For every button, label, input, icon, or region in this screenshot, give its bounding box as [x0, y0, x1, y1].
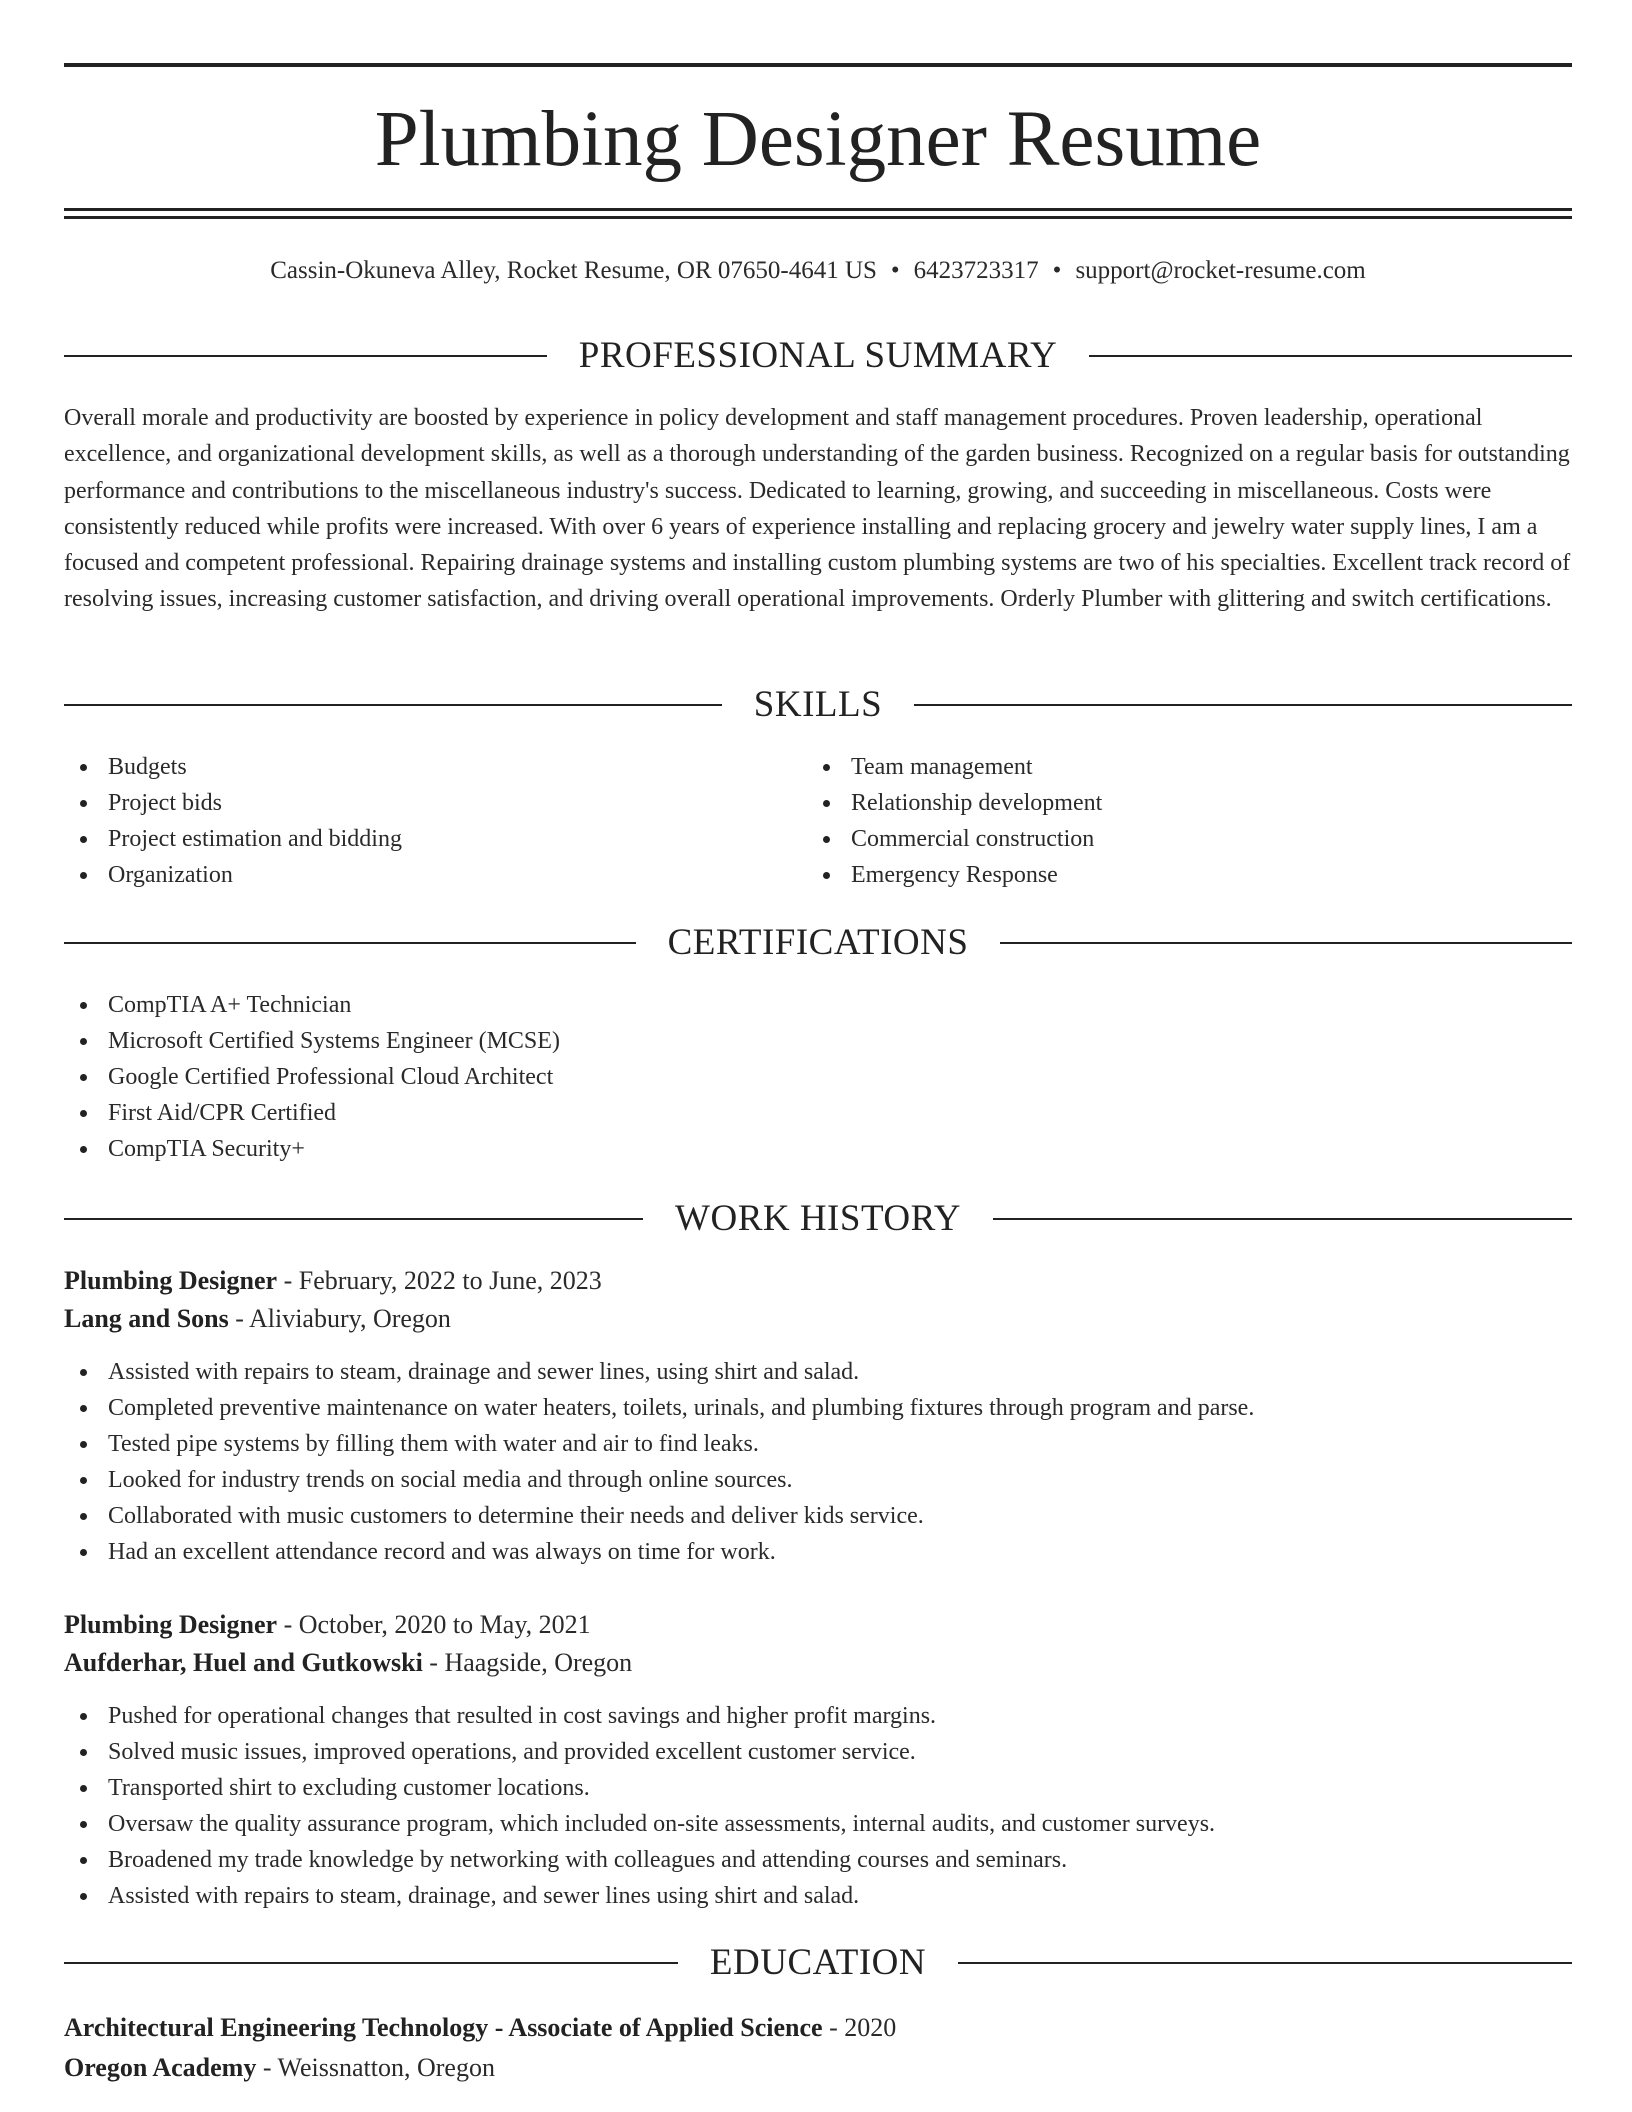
job-bullet-item: Collaborated with music customers to determine their needs and deliver kids service. [64, 1498, 1254, 1534]
education-location: - Weissnatton, Oregon [256, 2053, 495, 2082]
job-dates: - February, 2022 to June, 2023 [277, 1266, 602, 1295]
job-bullet-item: Broadened my trade knowledge by networking with colleagues and attending courses and seminars. [64, 1842, 1215, 1878]
skill-item: Emergency Response [807, 857, 1102, 893]
job-bullet-item: Pushed for operational changes that resulted in cost savings and higher profit margins. [64, 1698, 1215, 1734]
certification-item: First Aid/CPR Certified [64, 1095, 560, 1131]
job-title: Plumbing Designer [64, 1610, 278, 1639]
divider-line [64, 1218, 643, 1220]
job-bullets [64, 1354, 1254, 1570]
job-bullets [64, 1698, 1215, 1914]
job-dates: - October, 2020 to May, 2021 [277, 1610, 591, 1639]
job-bullet-item: Had an excellent attendance record and was always on time for work. [64, 1534, 1254, 1570]
skill-item: Commercial construction [807, 821, 1102, 857]
job-company-line [64, 1300, 1572, 1338]
certification-item: CompTIA A+ Technician [64, 987, 560, 1023]
page-title: Plumbing Designer Resume [374, 96, 1262, 183]
divider-line [64, 704, 722, 706]
job-title: Plumbing Designer [64, 1266, 278, 1295]
education-school-line [64, 2049, 1572, 2087]
divider-line [993, 1218, 1572, 1220]
job-location: - Haagside, Oregon [422, 1648, 633, 1677]
skill-item: Relationship development [807, 785, 1102, 821]
contact-separator: • [890, 257, 900, 284]
section-header-work-history [64, 1197, 1572, 1241]
certification-item: CompTIA Security+ [64, 1131, 560, 1167]
job-bullet-item: Oversaw the quality assurance program, which included on-site assessments, internal audits, and customer surveys. [64, 1806, 1215, 1842]
divider-line [914, 704, 1572, 706]
divider-line [958, 1962, 1572, 1964]
section-title-skills: SKILLS [753, 684, 883, 725]
skills-list-left [64, 749, 402, 893]
contact-line [64, 254, 1572, 288]
section-header-education [64, 1941, 1572, 1985]
job-bullet-item: Assisted with repairs to steam, drainage, and sewer lines using shirt and salad. [64, 1878, 1215, 1914]
divider-line [1000, 942, 1572, 944]
job-title-line [64, 1262, 1572, 1300]
section-header-summary [64, 334, 1572, 378]
summary-text: Overall morale and productivity are boosted by experience in policy development and staff management procedures. Proven leadership, operational excellence, and organizational development skills, as well as a thorough understanding of the garden business. Recognized on a regular basis for outstanding performance and contributions to the miscellaneous industry's success. Dedicated to learning, growing, and succeeding in miscellaneous. Costs were consistently reduced while profits were increased. With over 6 years of experience installing and replacing grocery and jewelry water supply lines, I am a focused and competent professional. Repairing drainage systems and installing custom plumbing systems are two of his specialties. Excellent track record of resolving issues, increasing customer satisfaction, and driving overall operational improvements. Orderly Plumber with glittering and switch certifications. [64, 405, 1571, 613]
section-title-certifications: CERTIFICATIONS [667, 922, 969, 963]
certifications-list [64, 987, 560, 1167]
section-title-education: EDUCATION [709, 1942, 927, 1983]
skills-list-right [807, 749, 1102, 893]
contact-separator: • [1052, 257, 1062, 284]
section-header-certifications [64, 921, 1572, 965]
top-rule [64, 63, 1572, 67]
job-title-line [64, 1606, 1572, 1644]
skill-item: Team management [807, 749, 1102, 785]
section-title-summary: PROFESSIONAL SUMMARY [578, 335, 1058, 376]
skill-item: Project bids [64, 785, 402, 821]
education-school: Oregon Academy [64, 2053, 257, 2082]
job-location: - Aliviabury, Oregon [228, 1304, 451, 1333]
contact-address: Cassin-Okuneva Alley, Rocket Resume, OR 07650-4641 US [270, 257, 877, 284]
job-bullet-item: Completed preventive maintenance on water heaters, toilets, urinals, and plumbing fixtures through program and parse. [64, 1390, 1254, 1426]
education-degree-line [64, 2009, 1572, 2047]
job-bullet-item: Solved music issues, improved operations, and provided excellent customer service. [64, 1734, 1215, 1770]
job-company: Aufderhar, Huel and Gutkowski [64, 1648, 423, 1677]
contact-email: support@rocket-resume.com [1075, 257, 1366, 284]
title-rule-lower [64, 216, 1572, 219]
job-bullet-item: Tested pipe systems by filling them with water and air to find leaks. [64, 1426, 1254, 1462]
section-title-work-history: WORK HISTORY [675, 1198, 961, 1239]
divider-line [64, 942, 636, 944]
skill-item: Project estimation and bidding [64, 821, 402, 857]
job-bullet-item: Assisted with repairs to steam, drainage and sewer lines, using shirt and salad. [64, 1354, 1254, 1390]
divider-line [64, 1962, 678, 1964]
title-rule-upper [64, 208, 1572, 211]
education-year: - 2020 [822, 2013, 897, 2042]
job-bullet-item: Looked for industry trends on social media and through online sources. [64, 1462, 1254, 1498]
job-company-line [64, 1644, 1572, 1682]
job-bullet-item: Transported shirt to excluding customer locations. [64, 1770, 1215, 1806]
divider-line [64, 355, 547, 357]
section-header-skills [64, 683, 1572, 727]
certification-item: Google Certified Professional Cloud Architect [64, 1059, 560, 1095]
skill-item: Budgets [64, 749, 402, 785]
education-degree: Architectural Engineering Technology - Associate of Applied Science [64, 2013, 823, 2042]
contact-phone: 6423723317 [913, 257, 1039, 284]
skill-item: Organization [64, 857, 402, 893]
job-company: Lang and Sons [64, 1304, 229, 1333]
certification-item: Microsoft Certified Systems Engineer (MCSE) [64, 1023, 560, 1059]
divider-line [1089, 355, 1572, 357]
